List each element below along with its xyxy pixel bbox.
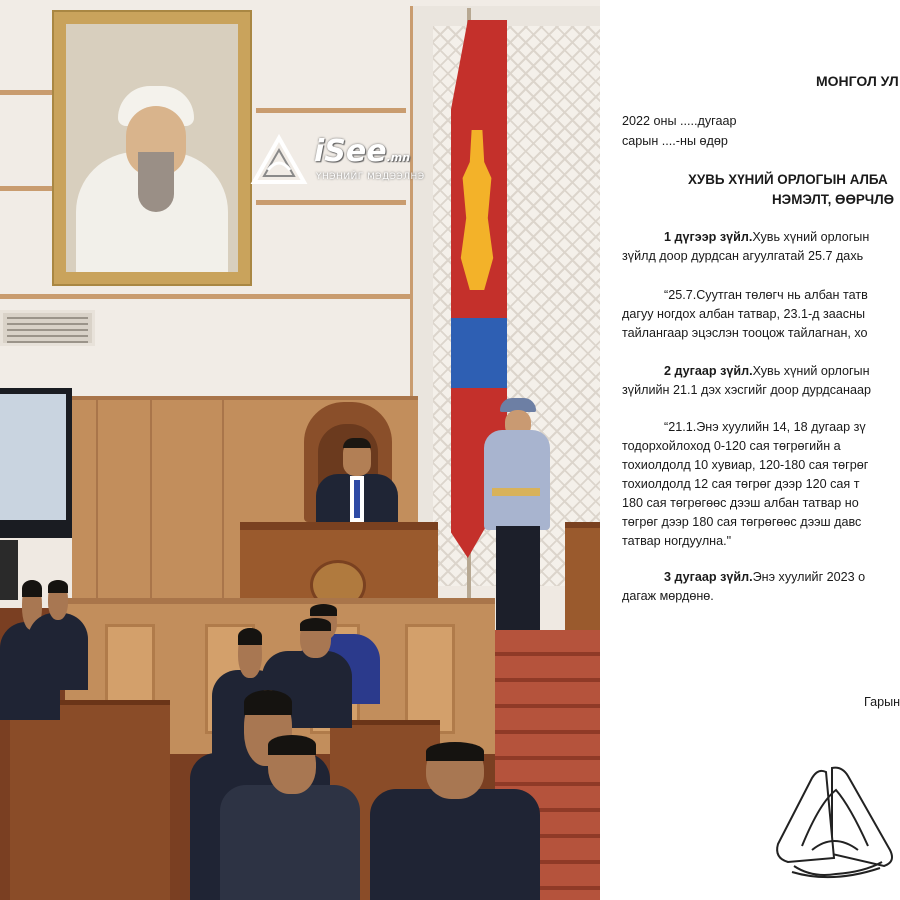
chinggis-khaan-portrait	[52, 10, 252, 286]
isee-corner-logo-icon	[772, 762, 898, 880]
air-vent	[0, 310, 95, 346]
wall-molding	[256, 200, 406, 205]
side-podium	[565, 522, 600, 646]
article-2-quote: “21.1.Энэ хуулийн 14, 18 дугаар зү тодорхойлоход 0-120 сая төгрөгийн а тохиолдолд 10 хувиар, 120-180 сая төгрөг тохиолдолд 12 сая төгрөг дээр 120 сая т 180 сая төгрөгөөс дээш албан татвар но төгрөг дээр 180 сая төгрөгөөс дээш давс татвар ногдуулна."	[622, 420, 869, 548]
wall-molding	[0, 294, 410, 299]
article-1: 1 дүгээр зүйл.Хувь хүний орлогын зүйлд доор дурдсан агуулгатай 25.7 дахь	[622, 230, 870, 263]
article-2: 2 дугаар зүйл.Хувь хүний орлогын зүйлийн 21.1 дэх хэсгийг доор дурдсанаар	[622, 364, 872, 397]
document-date: 2022 оны .....дугаар сарын ....-ны өдөр	[622, 114, 737, 148]
article-3: 3 дугаар зүйл.Энэ хуулийг 2023 о дагаж мөрдөнө.	[622, 570, 866, 603]
watermark-tagline: ҮНЭНИЙГ МЭДЭЭЛНЭ	[316, 172, 425, 182]
document-heading: ХУВЬ ХҮНИЙ ОРЛОГЫН АЛБА НЭМЭЛТ, ӨӨРЧЛӨ	[688, 172, 895, 207]
article-1-quote: “25.7.Суутган төлөгч нь албан татв дагуу ногдох албан татвар, 23.1-д заасны тайлангаар эцэслэн тооцож тайлагнан, хо	[622, 288, 868, 340]
display-screen	[0, 388, 72, 538]
wall-molding	[256, 108, 406, 113]
watermark-suffix: .mn	[386, 151, 411, 164]
seated-member	[370, 742, 540, 900]
wall-molding	[0, 90, 52, 95]
seated-member	[220, 735, 360, 900]
watermark-brand: iSee	[314, 134, 387, 169]
member-desk	[10, 700, 170, 900]
seated-member	[28, 580, 88, 690]
isee-logo-icon	[250, 134, 308, 188]
isee-watermark	[250, 132, 430, 192]
wall-molding	[0, 186, 52, 191]
document-title: МОНГОЛ УЛ	[816, 73, 899, 89]
signature-line: Гарын	[864, 695, 900, 709]
